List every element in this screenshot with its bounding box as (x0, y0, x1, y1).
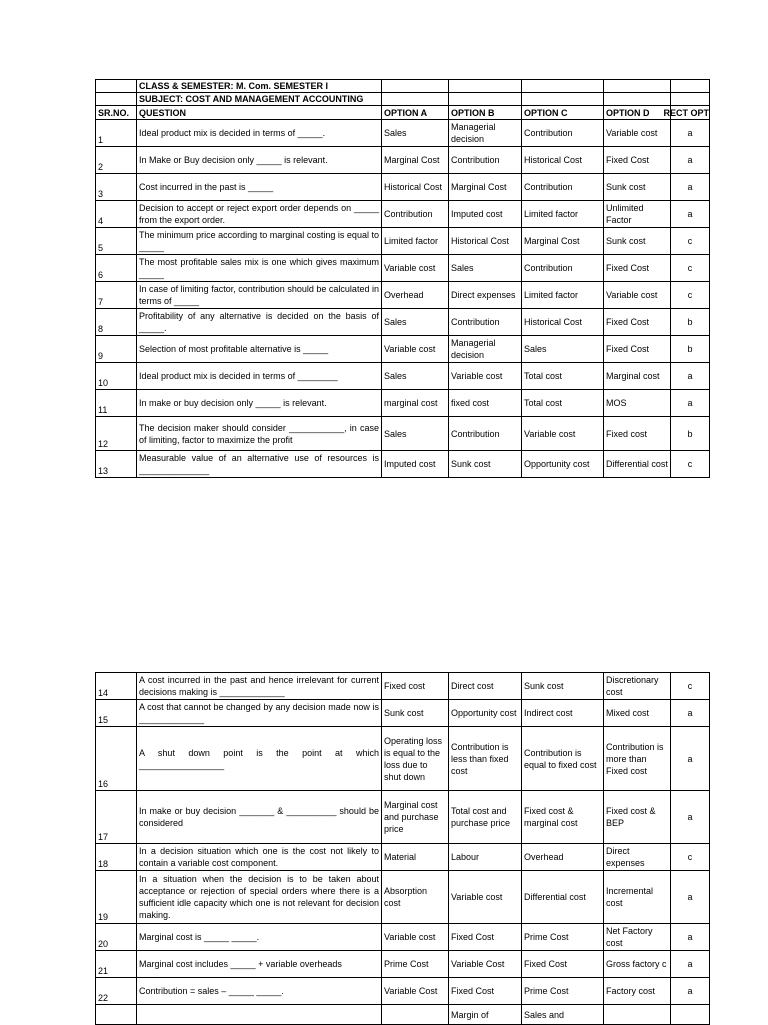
option-a: Variable cost (382, 336, 449, 363)
option-b: Direct cost (449, 673, 522, 700)
correct-option: a (671, 363, 710, 390)
correct-option: c (671, 451, 710, 478)
sr-number: 8 (96, 309, 137, 336)
option-b: Historical Cost (449, 228, 522, 255)
question-text: Measurable value of an alternative use of resources is ______________ (137, 451, 382, 478)
correct-option: c (671, 282, 710, 309)
option-b: Imputed cost (449, 201, 522, 228)
option-b: Total cost and purchase price (449, 791, 522, 844)
option-b: Labour (449, 844, 522, 871)
col-header-option-a: OPTION A (382, 106, 449, 120)
option-d: Variable cost (604, 120, 671, 147)
option-d: Factory cost (604, 978, 671, 1005)
option-a: Sales (382, 309, 449, 336)
correct-option: a (671, 924, 710, 951)
mcq-table-part-2 (95, 672, 710, 1025)
table-row (96, 336, 710, 363)
option-c: Fixed Cost (522, 951, 604, 978)
question-text: Marginal cost includes _____ + variable overheads (137, 951, 382, 978)
sr-number: 5 (96, 228, 137, 255)
question-text: In case of limiting factor, contribution should be calculated in terms of _____ (137, 282, 382, 309)
col-header-question: QUESTION (137, 106, 382, 120)
sr-number: 9 (96, 336, 137, 363)
question-text: Contribution = sales – _____ _____. (137, 978, 382, 1005)
sr-number: 1 (96, 120, 137, 147)
option-c: Limited factor (522, 282, 604, 309)
option-d: Discretionary cost (604, 673, 671, 700)
option-b: Fixed Cost (449, 924, 522, 951)
correct-option: a (671, 727, 710, 791)
option-c: Indirect cost (522, 700, 604, 727)
option-c: Sales (522, 336, 604, 363)
option-c: Total cost (522, 390, 604, 417)
sr-number: 11 (96, 390, 137, 417)
table-row (96, 201, 710, 228)
sr-number: 21 (96, 951, 137, 978)
table-row (96, 174, 710, 201)
option-d: Direct expenses (604, 844, 671, 871)
sr-number: 6 (96, 255, 137, 282)
option-a: marginal cost (382, 390, 449, 417)
correct-option: b (671, 336, 710, 363)
sr-number: 3 (96, 174, 137, 201)
table-row (96, 700, 710, 727)
correct-option: c (671, 844, 710, 871)
option-d: MOS (604, 390, 671, 417)
header-row-subject (96, 93, 710, 106)
option-a (382, 1005, 449, 1025)
table-row (96, 363, 710, 390)
option-c: Contribution (522, 174, 604, 201)
option-d: Incremental cost (604, 871, 671, 924)
sr-number: 10 (96, 363, 137, 390)
option-c: Contribution is equal to fixed cost (522, 727, 604, 791)
sr-number: 2 (96, 147, 137, 174)
class-semester-label: CLASS & SEMESTER: M. Com. SEMESTER I (137, 80, 382, 93)
option-d: Variable cost (604, 282, 671, 309)
option-c: Prime Cost (522, 924, 604, 951)
table-row (96, 978, 710, 1005)
option-b: Sales (449, 255, 522, 282)
correct-option: a (671, 978, 710, 1005)
col-header-option-b: OPTION B (449, 106, 522, 120)
option-a: Sales (382, 417, 449, 451)
correct-option: c (671, 228, 710, 255)
option-a: Contribution (382, 201, 449, 228)
option-b: Variable Cost (449, 951, 522, 978)
table-row (96, 120, 710, 147)
option-a: Sales (382, 120, 449, 147)
column-header-row (96, 106, 710, 120)
sr-number: 12 (96, 417, 137, 451)
sr-number: 14 (96, 673, 137, 700)
option-d: Differential cost (604, 451, 671, 478)
option-c: Historical Cost (522, 309, 604, 336)
table-row (96, 924, 710, 951)
option-b: Sunk cost (449, 451, 522, 478)
option-c: Contribution (522, 120, 604, 147)
option-a: Sunk cost (382, 700, 449, 727)
option-b: Managerial decision (449, 336, 522, 363)
question-text: In a situation when the decision is to be taken about acceptance or rejection of special orders where there is a sufficient idle capacity which one is not relevant for decision making. (137, 871, 382, 924)
question-text: The decision maker should consider ___________, in case of limiting, factor to maximize the profit (137, 417, 382, 451)
table-row (96, 791, 710, 844)
correct-option: a (671, 700, 710, 727)
correct-option: c (671, 673, 710, 700)
question-text: Profitability of any alternative is decided on the basis of _____. (137, 309, 382, 336)
option-c: Opportunity cost (522, 451, 604, 478)
question-text: In Make or Buy decision only _____ is relevant. (137, 147, 382, 174)
question-text (137, 1005, 382, 1025)
correct-option: a (671, 120, 710, 147)
option-a: Variable cost (382, 924, 449, 951)
option-b: fixed cost (449, 390, 522, 417)
question-text: The most profitable sales mix is one which gives maximum _____ (137, 255, 382, 282)
option-c: Sunk cost (522, 673, 604, 700)
option-b: Contribution (449, 147, 522, 174)
option-a: Material (382, 844, 449, 871)
correct-option: c (671, 255, 710, 282)
option-a: Sales (382, 363, 449, 390)
table-row (96, 871, 710, 924)
question-text: Selection of most profitable alternative is _____ (137, 336, 382, 363)
table-row (96, 673, 710, 700)
col-header-option-d: OPTION D (604, 106, 671, 120)
option-a: Prime Cost (382, 951, 449, 978)
table-row (96, 417, 710, 451)
correct-option: a (671, 201, 710, 228)
option-b: Margin of (449, 1005, 522, 1025)
option-a: Historical Cost (382, 174, 449, 201)
option-c: Sales and (522, 1005, 604, 1025)
sr-number: 15 (96, 700, 137, 727)
option-c: Fixed cost & marginal cost (522, 791, 604, 844)
table-row (96, 309, 710, 336)
option-b: Fixed Cost (449, 978, 522, 1005)
col-header-correct-option: RECT OPT (663, 107, 709, 118)
question-text: Cost incurred in the past is _____ (137, 174, 382, 201)
col-header-option-c: OPTION C (522, 106, 604, 120)
correct-option: a (671, 951, 710, 978)
mcq-table-part-1 (95, 79, 710, 478)
question-text: A shut down point is the point at which _________________ (137, 727, 382, 791)
sr-number: 22 (96, 978, 137, 1005)
correct-option (671, 1005, 710, 1025)
sr-number: 7 (96, 282, 137, 309)
question-text: Ideal product mix is decided in terms of _____. (137, 120, 382, 147)
option-a: Marginal cost and purchase price (382, 791, 449, 844)
correct-option: b (671, 309, 710, 336)
option-b: Variable cost (449, 871, 522, 924)
option-b: Contribution (449, 417, 522, 451)
option-c: Limited factor (522, 201, 604, 228)
option-c: Total cost (522, 363, 604, 390)
header-row-class (96, 80, 710, 93)
question-text: A cost that cannot be changed by any decision made now is _____________ (137, 700, 382, 727)
table-row (96, 147, 710, 174)
correct-option: b (671, 417, 710, 451)
correct-option: a (671, 390, 710, 417)
sr-number: 4 (96, 201, 137, 228)
table-row (96, 255, 710, 282)
option-a: Operating loss is equal to the loss due to shut down (382, 727, 449, 791)
option-a: Overhead (382, 282, 449, 309)
table-row (96, 1005, 710, 1025)
option-d: Fixed cost (604, 417, 671, 451)
question-text: In make or buy decision _______ & __________ should be considered (137, 791, 382, 844)
option-d: Fixed Cost (604, 147, 671, 174)
option-d: Mixed cost (604, 700, 671, 727)
option-d: Marginal cost (604, 363, 671, 390)
question-text: Marginal cost is _____ _____. (137, 924, 382, 951)
option-a: Marginal Cost (382, 147, 449, 174)
col-header-srno: SR.NO. (96, 106, 137, 120)
sr-number: 17 (96, 791, 137, 844)
option-a: Limited factor (382, 228, 449, 255)
table-row (96, 451, 710, 478)
option-b: Marginal Cost (449, 174, 522, 201)
option-d: Contribution is more than Fixed cost (604, 727, 671, 791)
option-c: Prime Cost (522, 978, 604, 1005)
subject-label: SUBJECT: COST AND MANAGEMENT ACCOUNTING (137, 93, 382, 106)
correct-option: a (671, 791, 710, 844)
question-text: The minimum price according to marginal costing is equal to _____ (137, 228, 382, 255)
option-a: Imputed cost (382, 451, 449, 478)
sr-number: 20 (96, 924, 137, 951)
question-text: A cost incurred in the past and hence irrelevant for current decisions making is _____________ (137, 673, 382, 700)
option-c: Marginal Cost (522, 228, 604, 255)
option-d: Fixed cost & BEP (604, 791, 671, 844)
option-c: Historical Cost (522, 147, 604, 174)
table-row (96, 282, 710, 309)
option-b: Variable cost (449, 363, 522, 390)
option-d: Net Factory cost (604, 924, 671, 951)
option-b: Managerial decision (449, 120, 522, 147)
option-d (604, 1005, 671, 1025)
sr-number: 19 (96, 871, 137, 924)
table-row (96, 228, 710, 255)
question-text: In make or buy decision only _____ is relevant. (137, 390, 382, 417)
option-a: Absorption cost (382, 871, 449, 924)
option-b: Contribution (449, 309, 522, 336)
option-a: Fixed cost (382, 673, 449, 700)
sr-number: 13 (96, 451, 137, 478)
option-d: Sunk cost (604, 228, 671, 255)
option-d: Fixed Cost (604, 255, 671, 282)
option-d: Fixed Cost (604, 336, 671, 363)
table-row (96, 844, 710, 871)
option-c: Variable cost (522, 417, 604, 451)
sr-number: 18 (96, 844, 137, 871)
correct-option: a (671, 174, 710, 201)
sr-number (96, 1005, 137, 1025)
sr-number: 16 (96, 727, 137, 791)
option-d: Sunk cost (604, 174, 671, 201)
table-row (96, 951, 710, 978)
option-c: Differential cost (522, 871, 604, 924)
option-d: Gross factory c (604, 951, 671, 978)
correct-option: a (671, 147, 710, 174)
option-b: Opportunity cost (449, 700, 522, 727)
option-a: Variable Cost (382, 978, 449, 1005)
option-b: Contribution is less than fixed cost (449, 727, 522, 791)
option-c: Overhead (522, 844, 604, 871)
option-d: Unlimited Factor (604, 201, 671, 228)
question-text: Decision to accept or reject export order depends on _____ from the export order. (137, 201, 382, 228)
option-a: Variable cost (382, 255, 449, 282)
option-c: Contribution (522, 255, 604, 282)
question-text: Ideal product mix is decided in terms of ________ (137, 363, 382, 390)
correct-option: a (671, 871, 710, 924)
option-b: Direct expenses (449, 282, 522, 309)
table-row (96, 390, 710, 417)
table-row (96, 727, 710, 791)
option-d: Fixed Cost (604, 309, 671, 336)
question-text: In a decision situation which one is the cost not likely to contain a variable cost component. (137, 844, 382, 871)
